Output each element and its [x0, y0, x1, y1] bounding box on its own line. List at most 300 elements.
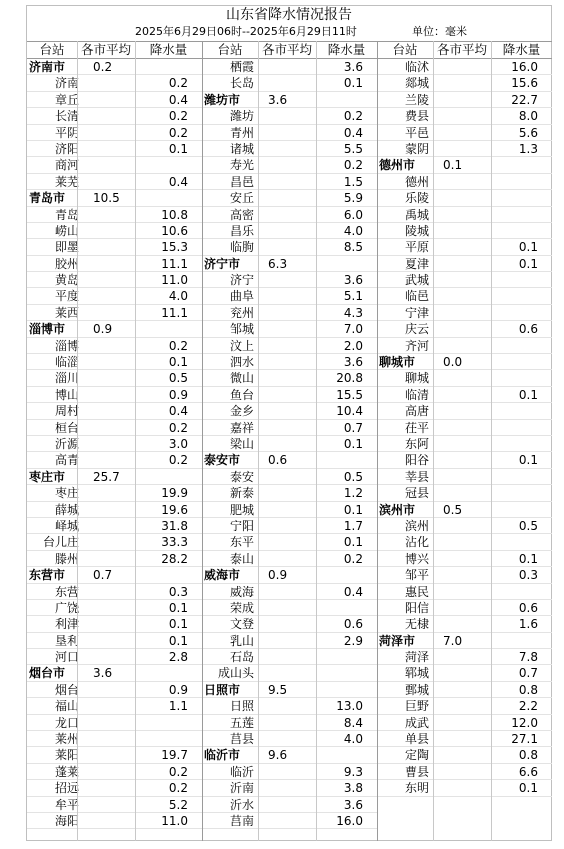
- station-row: [27, 157, 202, 173]
- station-row: [377, 305, 552, 321]
- precip-value: 15.3: [161, 240, 188, 255]
- station-name: 宁津: [404, 305, 429, 320]
- station-name: 兰陵: [404, 92, 429, 107]
- station-name: 金乡: [229, 404, 254, 419]
- station-row: [27, 797, 202, 813]
- precip-value: 7.0: [343, 322, 363, 337]
- precip-value: 15.5: [336, 387, 363, 402]
- station-row: [377, 321, 552, 337]
- station-name: 莒南: [229, 813, 254, 828]
- precip-value: 4.0: [343, 223, 363, 238]
- report-period: 2025年6月29日06时--2025年6月29日11时: [135, 25, 357, 38]
- table-header: [202, 42, 377, 59]
- station-name: 章丘: [54, 92, 79, 107]
- city-average: 3.6: [268, 92, 288, 107]
- station-name: 平阴: [54, 125, 79, 140]
- city-average: 9.6: [268, 748, 288, 763]
- precip-value: 0.1: [343, 436, 363, 451]
- station-row: [377, 567, 552, 583]
- station-row: [377, 272, 552, 288]
- station-name: 费县: [404, 109, 429, 124]
- precip-value: 2.0: [343, 338, 363, 353]
- city-name: 泰安市: [204, 453, 241, 468]
- station-row: [27, 354, 202, 370]
- station-row: [202, 108, 377, 124]
- station-row: [27, 747, 202, 763]
- precip-value: 0.2: [168, 781, 188, 796]
- city-average: 25.7: [93, 469, 120, 484]
- station-row: [202, 321, 377, 337]
- station-row: [27, 534, 202, 550]
- precip-value: 5.2: [168, 797, 188, 812]
- station-name: 莱州: [54, 732, 79, 747]
- header-precip: 降水量: [502, 42, 541, 57]
- precip-value: 7.8: [518, 650, 538, 665]
- station-name: 临清: [404, 387, 429, 402]
- station-name: 昌邑: [229, 174, 254, 189]
- station-name: 定陶: [404, 748, 429, 763]
- precip-value: 3.6: [343, 60, 363, 74]
- station-name: 临朐: [229, 240, 254, 255]
- precip-value: 0.1: [343, 502, 363, 517]
- precip-value: 0.4: [343, 125, 363, 140]
- city-name: 潍坊市: [204, 92, 241, 107]
- station-row: [202, 354, 377, 370]
- station-name: 长岛: [229, 76, 254, 91]
- station-name: 商河: [54, 158, 79, 173]
- station-name: 沾化: [404, 535, 429, 550]
- station-row: [27, 125, 202, 141]
- station-row: [27, 502, 202, 518]
- table-header: [27, 42, 202, 59]
- city-name: 威海市: [204, 568, 241, 583]
- city-average: 0.0: [443, 355, 463, 370]
- station-name: 邹城: [229, 322, 254, 337]
- city-row: [27, 469, 202, 485]
- city-row: [27, 321, 202, 337]
- precip-value: 4.3: [343, 305, 363, 320]
- station-row: [377, 239, 552, 255]
- station-row: [27, 584, 202, 600]
- station-row: [202, 633, 377, 649]
- city-row: [202, 747, 377, 763]
- station-row: [377, 207, 552, 223]
- precip-value: 11.1: [161, 256, 188, 271]
- station-name: 宁阳: [229, 518, 254, 533]
- column-divider: [491, 41, 492, 841]
- precip-value: 0.4: [168, 174, 188, 189]
- station-row: [377, 256, 552, 272]
- city-average: 0.5: [443, 502, 463, 517]
- station-row: [27, 239, 202, 255]
- station-row: [377, 747, 552, 763]
- column-divider: [377, 41, 378, 841]
- table-header: [377, 42, 552, 59]
- station-name: 乐陵: [404, 191, 429, 206]
- station-row: [27, 370, 202, 386]
- station-name: 微山: [229, 371, 254, 386]
- station-name: 枣庄: [54, 486, 79, 501]
- station-name: 曲阜: [229, 289, 254, 304]
- precip-value: 0.1: [168, 141, 188, 156]
- station-row: [202, 174, 377, 190]
- precip-value: 0.1: [518, 240, 538, 255]
- station-row: [202, 698, 377, 714]
- report-sheet: [26, 5, 552, 841]
- station-name: 高唐: [404, 404, 429, 419]
- station-row: [27, 600, 202, 616]
- header-station: 台站: [39, 42, 65, 57]
- precip-value: 0.2: [343, 158, 363, 173]
- station-name: 五莲: [229, 715, 254, 730]
- city-row: [202, 452, 377, 468]
- station-name: 利津: [54, 617, 79, 632]
- precip-value: 0.2: [343, 551, 363, 566]
- station-row: [202, 125, 377, 141]
- precip-value: 0.1: [518, 551, 538, 566]
- precip-value: 19.6: [161, 502, 188, 517]
- precip-value: 20.8: [336, 371, 363, 386]
- station-row: [202, 190, 377, 206]
- station-row: [202, 403, 377, 419]
- station-row: [377, 715, 552, 731]
- station-name: 威海: [229, 584, 254, 599]
- precip-value: 0.2: [168, 76, 188, 91]
- station-name: 牟平: [54, 797, 79, 812]
- station-row: [27, 75, 202, 91]
- precip-value: 0.5: [518, 518, 538, 533]
- precip-value: 1.6: [518, 617, 538, 632]
- station-name: 河口: [54, 650, 79, 665]
- precip-value: 0.1: [518, 781, 538, 796]
- station-name: 荣成: [229, 600, 254, 615]
- station-row: [202, 764, 377, 780]
- station-name: 文登: [229, 617, 254, 632]
- station-name: 青州: [229, 125, 254, 140]
- station-name: 乳山: [229, 633, 254, 648]
- station-name: 莱阳: [54, 748, 79, 763]
- station-name: 泰山: [229, 551, 254, 566]
- station-row: [377, 125, 552, 141]
- station-name: 黄岛: [54, 273, 79, 288]
- station-name: 嘉祥: [229, 420, 254, 435]
- precip-value: 5.5: [343, 141, 363, 156]
- station-name: 冠县: [404, 486, 429, 501]
- precip-value: 0.1: [168, 617, 188, 632]
- report-subline: [27, 25, 551, 39]
- station-name: 博山: [54, 387, 79, 402]
- station-row: [377, 731, 552, 747]
- station-row: [27, 272, 202, 288]
- precip-value: 5.9: [343, 191, 363, 206]
- station-name: 临邑: [404, 289, 429, 304]
- station-row: [377, 469, 552, 485]
- precip-value: 1.2: [343, 486, 363, 501]
- column-divider: [135, 41, 136, 841]
- station-name: 博兴: [404, 551, 429, 566]
- station-row: [377, 288, 552, 304]
- table-column-1: [27, 41, 202, 829]
- station-row: [202, 600, 377, 616]
- station-name: 潍坊: [229, 109, 254, 124]
- station-row: [202, 797, 377, 813]
- station-name: 新泰: [229, 486, 254, 501]
- city-row: [27, 59, 202, 75]
- station-name: 梁山: [229, 436, 254, 451]
- station-row: [377, 190, 552, 206]
- station-name: 茌平: [404, 420, 429, 435]
- station-name: 栖霞: [229, 60, 254, 74]
- precip-value: 0.1: [518, 256, 538, 271]
- station-name: 东平: [229, 535, 254, 550]
- station-row: [202, 649, 377, 665]
- station-name: 禹城: [404, 207, 429, 222]
- precip-value: 5.1: [343, 289, 363, 304]
- city-average: 0.7: [93, 568, 113, 583]
- station-row: [377, 59, 552, 75]
- precip-value: 0.1: [518, 453, 538, 468]
- precip-value: 2.9: [343, 633, 363, 648]
- precip-value: 15.6: [511, 76, 538, 91]
- station-name: 济南: [54, 76, 79, 91]
- station-row: [202, 731, 377, 747]
- city-average: 9.5: [268, 682, 288, 697]
- station-name: 惠民: [404, 584, 429, 599]
- precip-value: 11.1: [161, 305, 188, 320]
- station-name: 沂南: [229, 781, 254, 796]
- station-name: 齐河: [404, 338, 429, 353]
- station-row: [377, 649, 552, 665]
- station-row: [377, 682, 552, 698]
- station-name: 鱼台: [229, 387, 254, 402]
- station-row: [202, 469, 377, 485]
- station-row: [377, 518, 552, 534]
- station-name: 肥城: [229, 502, 254, 517]
- city-name: 青岛市: [29, 191, 66, 206]
- city-row: [202, 682, 377, 698]
- precip-value: 4.0: [343, 732, 363, 747]
- station-name: 长清: [54, 109, 79, 124]
- table-column-3: [377, 41, 552, 797]
- station-name: 临沭: [404, 60, 429, 74]
- precip-value: 0.1: [343, 535, 363, 550]
- station-row: [377, 403, 552, 419]
- city-row: [377, 633, 552, 649]
- station-row: [377, 616, 552, 632]
- precip-value: 0.2: [168, 109, 188, 124]
- city-average: 7.0: [443, 633, 463, 648]
- city-average: 0.6: [268, 453, 288, 468]
- station-name: 武城: [404, 273, 429, 288]
- precip-value: 6.0: [343, 207, 363, 222]
- city-average: 3.6: [93, 666, 113, 681]
- city-name: 滨州市: [379, 502, 416, 517]
- city-name: 德州市: [379, 158, 416, 173]
- station-row: [27, 223, 202, 239]
- station-row: [27, 551, 202, 567]
- city-row: [27, 665, 202, 681]
- precip-value: 12.0: [511, 715, 538, 730]
- station-row: [27, 682, 202, 698]
- station-name: 成武: [404, 715, 429, 730]
- station-name: 石岛: [229, 650, 254, 665]
- station-name: 淄博: [54, 338, 79, 353]
- precip-value: 27.1: [511, 732, 538, 747]
- city-name: 东营市: [29, 568, 66, 583]
- station-name: 阳谷: [404, 453, 429, 468]
- precip-value: 0.2: [168, 453, 188, 468]
- header-station: 台站: [217, 42, 243, 57]
- precip-value: 0.6: [518, 600, 538, 615]
- city-row: [202, 567, 377, 583]
- table-column-2: [202, 41, 377, 829]
- station-row: [27, 305, 202, 321]
- column-divider: [316, 41, 317, 841]
- station-row: [202, 59, 377, 75]
- precip-value: 10.8: [161, 207, 188, 222]
- station-name: 高密: [229, 207, 254, 222]
- station-row: [27, 633, 202, 649]
- precip-value: 0.2: [168, 420, 188, 435]
- precip-value: 0.2: [168, 125, 188, 140]
- precip-value: 19.9: [161, 486, 188, 501]
- station-row: [27, 108, 202, 124]
- station-row: [202, 305, 377, 321]
- station-row: [27, 207, 202, 223]
- station-row: [377, 174, 552, 190]
- precip-value: 0.8: [518, 748, 538, 763]
- station-name: 滕州: [54, 551, 79, 566]
- header-precip: 降水量: [327, 42, 366, 57]
- station-name: 昌乐: [229, 223, 254, 238]
- precip-value: 4.0: [168, 289, 188, 304]
- precip-value: 13.0: [336, 699, 363, 714]
- station-name: 高青: [54, 453, 79, 468]
- station-row: [202, 272, 377, 288]
- station-name: 淄川: [54, 371, 79, 386]
- station-row: [377, 665, 552, 681]
- station-name: 聊城: [404, 371, 429, 386]
- header-precip: 降水量: [149, 42, 188, 57]
- station-name: 莱西: [54, 305, 79, 320]
- station-row: [27, 452, 202, 468]
- station-name: 阳信: [404, 600, 429, 615]
- station-name: 峄城: [54, 518, 79, 533]
- station-name: 德州: [404, 174, 429, 189]
- station-name: 安丘: [229, 191, 254, 206]
- station-name: 蓬莱: [54, 764, 79, 779]
- station-name: 广饶: [54, 600, 79, 615]
- precip-value: 8.5: [343, 240, 363, 255]
- precip-value: 0.6: [518, 322, 538, 337]
- station-name: 夏津: [404, 256, 429, 271]
- station-row: [27, 141, 202, 157]
- station-name: 临淄: [54, 355, 79, 370]
- column-divider: [202, 41, 203, 841]
- city-name: 日照市: [204, 682, 241, 697]
- station-row: [377, 600, 552, 616]
- precip-value: 28.2: [161, 551, 188, 566]
- station-row: [377, 420, 552, 436]
- precip-value: 0.3: [168, 584, 188, 599]
- report-unit: 单位：毫米: [412, 25, 467, 38]
- station-name: 鄄城: [404, 682, 429, 697]
- station-row: [202, 338, 377, 354]
- city-name: 临沂市: [204, 748, 241, 763]
- station-row: [202, 813, 377, 829]
- station-name: 济阳: [54, 141, 79, 156]
- station-row: [202, 518, 377, 534]
- station-row: [377, 534, 552, 550]
- station-row: [202, 223, 377, 239]
- station-row: [27, 485, 202, 501]
- station-name: 泗水: [229, 355, 254, 370]
- precip-value: 0.4: [343, 584, 363, 599]
- city-name: 菏泽市: [379, 633, 416, 648]
- precip-value: 16.0: [511, 60, 538, 74]
- precip-value: 16.0: [336, 813, 363, 828]
- station-name: 蒙阴: [404, 141, 429, 156]
- precip-value: 0.1: [168, 355, 188, 370]
- station-row: [377, 223, 552, 239]
- precip-value: 1.3: [518, 141, 538, 156]
- station-name: 陵城: [404, 223, 429, 238]
- precip-value: 0.9: [168, 682, 188, 697]
- station-row: [377, 551, 552, 567]
- station-row: [27, 403, 202, 419]
- station-row: [202, 157, 377, 173]
- precip-value: 8.4: [343, 715, 363, 730]
- precip-value: 0.3: [518, 568, 538, 583]
- station-name: 兖州: [229, 305, 254, 320]
- station-row: [202, 207, 377, 223]
- precip-value: 2.8: [168, 650, 188, 665]
- station-name: 郓城: [404, 666, 429, 681]
- city-name: 烟台市: [29, 666, 66, 681]
- precip-value: 22.7: [511, 92, 538, 107]
- header-city-avg: 各市平均: [436, 42, 487, 57]
- header-city-avg: 各市平均: [80, 42, 131, 57]
- station-row: [27, 92, 202, 108]
- station-name: 海阳: [54, 813, 79, 828]
- precip-value: 10.4: [336, 404, 363, 419]
- station-row: [27, 813, 202, 829]
- precip-value: 0.1: [168, 600, 188, 615]
- station-name: 青岛: [54, 207, 79, 222]
- precip-value: 1.7: [343, 518, 363, 533]
- station-name: 即墨: [54, 240, 79, 255]
- station-name: 济宁: [229, 273, 254, 288]
- station-row: [27, 288, 202, 304]
- station-row: [377, 141, 552, 157]
- precip-value: 0.1: [518, 387, 538, 402]
- table-body: [202, 59, 377, 829]
- precip-value: 0.6: [343, 617, 363, 632]
- report-title: 山东省降水情况报告: [226, 7, 352, 23]
- city-average: 0.2: [93, 60, 113, 74]
- station-row: [202, 551, 377, 567]
- station-row: [202, 387, 377, 403]
- station-row: [27, 174, 202, 190]
- station-row: [27, 649, 202, 665]
- station-row: [202, 141, 377, 157]
- station-name: 桓台: [54, 420, 79, 435]
- station-row: [202, 370, 377, 386]
- precip-value: 6.6: [518, 764, 538, 779]
- station-row: [377, 584, 552, 600]
- city-name: 淄博市: [29, 322, 66, 337]
- station-row: [377, 764, 552, 780]
